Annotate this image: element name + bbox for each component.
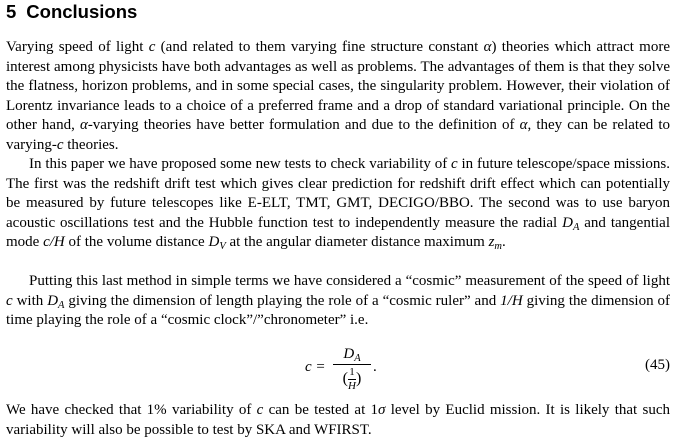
math-one-over-H: 1/H [500, 292, 523, 309]
text: ) theories which attract more interest among physicists have both advantages as well as problems. The advantages of them is that they solve the flatness, horizon problems, and in some special cases, the singularity problem. However, their violation of Lorentz invariance leads to a choice of a preferred frame and a drop of standard variational principle. On the other hand, [6, 39, 670, 133]
text: theories. [63, 136, 119, 153]
math-c: c [6, 292, 13, 309]
math-z: z [488, 234, 495, 250]
paragraph-2 [6, 155, 670, 253]
math-c-over-H: c/H [43, 234, 65, 250]
paragraph-3 [6, 272, 670, 331]
math-D: D [47, 292, 59, 309]
text: level by Euclid mission. It is likely that such variability will also be possible to test by SKA and WFIRST. [6, 402, 670, 438]
math-c: c [148, 39, 156, 55]
math-alpha: α [79, 117, 88, 133]
equation-number: (45) [645, 357, 670, 373]
equation-fraction [333, 345, 371, 392]
fraction-numerator [333, 345, 371, 363]
section-heading [6, 1, 137, 23]
equation-period: . [373, 359, 377, 375]
text: , they can be related to varying- [6, 117, 670, 153]
math-subscript: m [494, 241, 502, 252]
section-title: Conclusions [26, 1, 138, 22]
math-subscript: A [58, 299, 65, 311]
text: . [502, 234, 506, 250]
text: Putting this last method in simple terms we have considered a “cosmic” measurement of the speed of light [29, 273, 670, 289]
math-sigma: σ [378, 402, 386, 418]
paren-close: ) [356, 370, 362, 388]
equation-lhs: c = [305, 359, 326, 375]
text: of the volume distance [64, 234, 209, 250]
text: in future telescope/space missions. The first was the redshift drift test which gives clear prediction for redshift drift effect which can potentially be measured by future telescopes like E-ELT, TMT, GMT, DECIGO/BBO. The second was to use baryon acoustic oscillations test and the Hubble function test to independently measure the radial [6, 156, 670, 231]
math-subscript: A [354, 353, 361, 364]
text: (and related to them varying fine structure constant [155, 39, 484, 55]
text: at the angular diameter distance maximum [225, 234, 489, 250]
inner-numerator: 1 [349, 366, 355, 378]
math-alpha: α [519, 117, 528, 133]
math-subscript: A [572, 221, 580, 233]
fraction-denominator [333, 367, 371, 392]
text: We have checked that 1% variability of [6, 402, 257, 418]
section-number: 5 [6, 1, 17, 22]
text: can be tested at 1 [263, 402, 379, 418]
math-alpha: α [483, 39, 492, 55]
text: Varying speed of light [6, 39, 149, 55]
text: and tangential mode [6, 214, 670, 250]
math-D: D [562, 214, 573, 231]
math-c: c [56, 136, 64, 153]
inner-fraction [348, 367, 356, 392]
text: In this paper we have proposed some new tests to check variability of [29, 156, 452, 172]
paren-open: ( [342, 370, 348, 388]
fraction-bar [333, 364, 371, 365]
paragraph-1 [6, 38, 670, 155]
text: with [12, 292, 48, 309]
math-D: D [343, 346, 355, 362]
text: giving the dimension of length playing the role of a “cosmic ruler” and [64, 292, 501, 309]
paragraph-4 [6, 401, 670, 440]
text: -varying theories have better formulation and due to the definition of [87, 117, 520, 133]
equation-45 [0, 345, 677, 395]
math-c: c [451, 156, 458, 172]
inner-denominator: H [348, 380, 356, 392]
math-subscript: V [219, 241, 226, 252]
math-D: D [208, 234, 220, 250]
text: giving the dimension of time playing the role of a “cosmic clock”/”chronometer” i.e. [6, 292, 671, 328]
math-c: c [256, 402, 264, 418]
